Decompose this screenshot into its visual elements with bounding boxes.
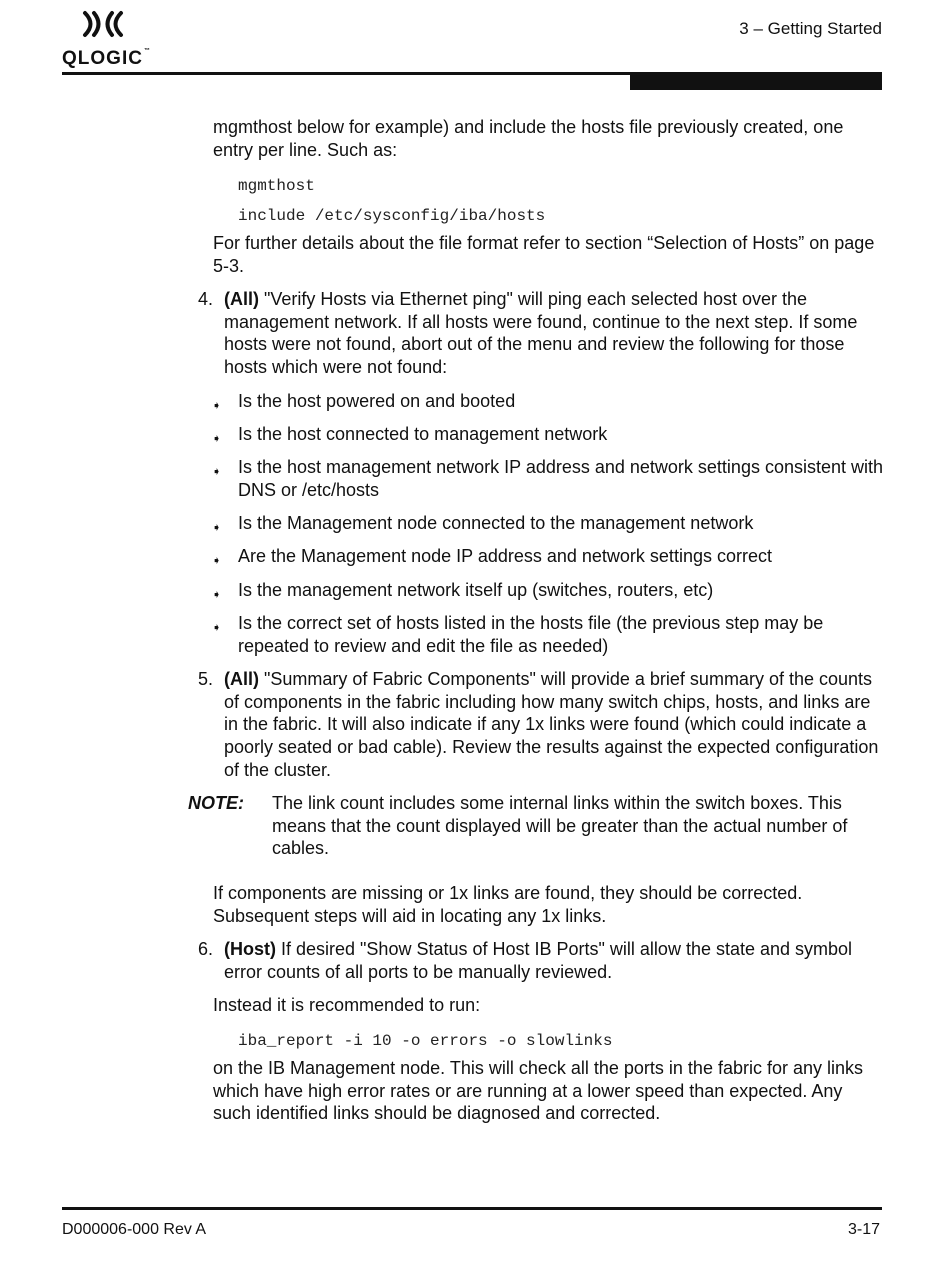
after-note-paragraph: If components are missing or 1x links are found, they should be corrected. Subsequent steps will aid in locating any 1x links. bbox=[213, 883, 803, 926]
bullet-icon: ➧ bbox=[212, 400, 222, 412]
management-node-paragraph: on the IB Management node. This will check all the ports in the fabric for any links which have high error rates or are running at a lower speed than expected. Any such identified links should be diagnosed and corrected. bbox=[213, 1058, 864, 1124]
intro-paragraph: mgmthost below for example) and include the hosts file previously created, one entry per line. Such as: bbox=[213, 117, 844, 160]
qlogic-logo-icon bbox=[82, 10, 124, 38]
list-item: Is the management network itself up (switches, routers, etc) bbox=[238, 580, 714, 600]
recommendation-paragraph: Instead it is recommended to run: bbox=[213, 995, 481, 1015]
header-rule-block bbox=[630, 72, 882, 90]
note-label: NOTE: bbox=[188, 793, 244, 813]
code-line-iba-report: iba_report -i 10 -o errors -o slowlinks bbox=[238, 1032, 613, 1050]
step-4-body: "Verify Hosts via Ethernet ping" will ping each selected host over the management network. If all hosts were found, continue to the next step. If some hosts were not found, abort out of the menu and review the following for those hosts which were not found: bbox=[224, 289, 858, 378]
bullet-icon: ➧ bbox=[212, 522, 222, 534]
bullet-icon: ➧ bbox=[212, 555, 222, 567]
step-5-tag: (All) bbox=[224, 669, 259, 689]
logo-text: QLOGIC™ bbox=[62, 48, 151, 69]
list-item: Is the correct set of hosts listed in the hosts file (the previous step may be repeated to review and edit the file as needed) bbox=[238, 613, 824, 656]
bullet-icon: ➧ bbox=[212, 622, 222, 634]
step-5-number: 5. bbox=[198, 669, 214, 689]
list-item: Are the Management node IP address and network settings correct bbox=[238, 546, 772, 566]
step-6-text bbox=[224, 938, 884, 983]
logo bbox=[62, 10, 152, 69]
step-5-body: "Summary of Fabric Components" will provide a brief summary of the counts of components in the fabric including how many switch chips, hosts, and links are in the fabric. It will also indicate if any 1x links were found (which could indicate a poorly seated or bad cable). Review the results against the expected configuration of the cluster. bbox=[224, 669, 879, 780]
list-item: Is the host powered on and booted bbox=[238, 391, 516, 411]
step-6-number: 6. bbox=[198, 939, 214, 959]
document-id: D000006-000 Rev A bbox=[62, 1221, 207, 1238]
step-4-number: 4. bbox=[198, 289, 214, 309]
list-item: Is the host connected to management network bbox=[238, 424, 608, 444]
bullet-icon: ➧ bbox=[212, 466, 222, 478]
step-4-tag: (All) bbox=[224, 289, 259, 309]
footer-rule bbox=[62, 1207, 882, 1210]
chapter-title: 3 – Getting Started bbox=[739, 19, 882, 38]
code-line-include: include /etc/sysconfig/iba/hosts bbox=[238, 207, 546, 225]
step-5-text bbox=[224, 668, 884, 782]
list-item: Is the Management node connected to the management network bbox=[238, 513, 754, 533]
step-4-text bbox=[224, 288, 884, 379]
bullet-icon: ➧ bbox=[212, 433, 222, 445]
note-text: The link count includes some internal links within the switch boxes. This means that the count displayed will be greater than the actual number of cables. bbox=[272, 793, 848, 859]
step-6-body: If desired "Show Status of Host IB Ports" will allow the state and symbol error counts of all ports to be manually reviewed. bbox=[224, 939, 853, 982]
format-reference-paragraph: For further details about the file format refer to section “Selection of Hosts” on page 5-3. bbox=[213, 233, 875, 276]
page-number: 3-17 bbox=[847, 1221, 880, 1238]
list-item: Is the host management network IP address and network settings consistent with DNS or /etc/hosts bbox=[238, 457, 884, 500]
bullet-icon: ➧ bbox=[212, 589, 222, 601]
step-6-tag: (Host) bbox=[224, 939, 276, 959]
code-line-mgmthost: mgmthost bbox=[238, 177, 315, 195]
